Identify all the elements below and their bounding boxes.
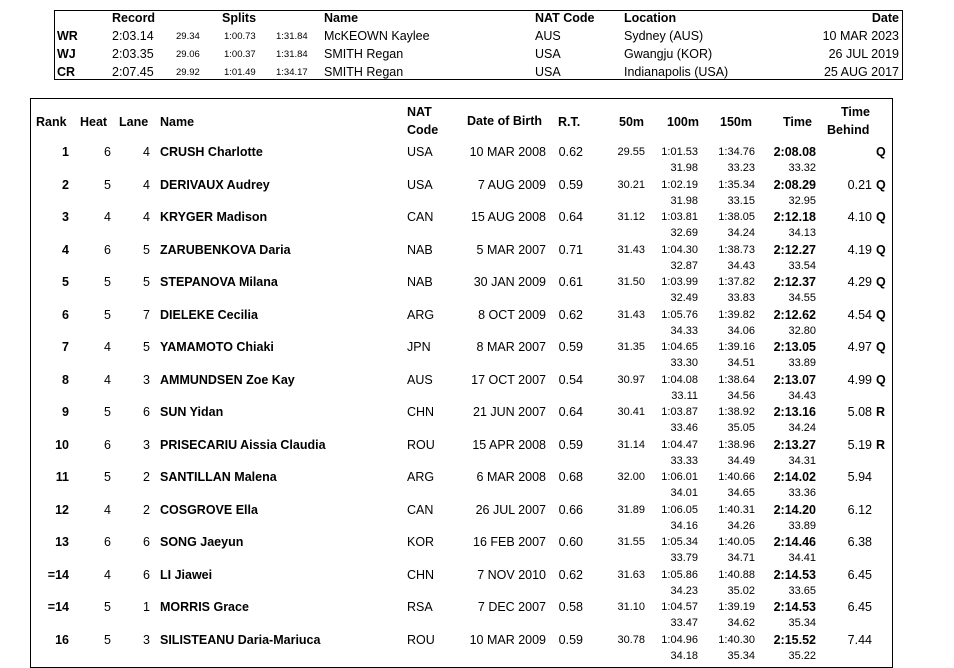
- lap-150m: 33.23: [727, 162, 755, 174]
- lap-100m: 33.33: [670, 454, 698, 467]
- split-50m: 31.43: [617, 243, 645, 256]
- record-split-50: 29.92: [176, 67, 200, 78]
- heat: 4: [104, 502, 111, 517]
- qualification-mark: R: [876, 405, 886, 419]
- record-name: SMITH Regan: [324, 47, 404, 61]
- lap-200m: 33.36: [788, 487, 816, 499]
- lap-150m: 34.65: [727, 487, 755, 499]
- header-heat: Heat: [80, 115, 108, 129]
- rank: 7: [62, 340, 69, 354]
- record-time: 2:03.35: [112, 47, 154, 61]
- split-100m-cumulative: 1:04.57: [661, 601, 698, 613]
- date-of-birth: 21 JUN 2007: [473, 405, 546, 419]
- lane: 5: [143, 340, 150, 354]
- record-location: Indianapolis (USA): [624, 65, 729, 79]
- lap-100m: 32.69: [670, 227, 698, 239]
- rank: 1: [62, 145, 69, 159]
- heat: 4: [104, 340, 111, 354]
- date-of-birth: 16 FEB 2007: [473, 535, 546, 549]
- record-date: 10 MAR 2023: [822, 29, 899, 43]
- split-100m-cumulative: 1:02.19: [661, 178, 698, 191]
- lap-200m: 35.34: [788, 617, 816, 629]
- split-100m-cumulative: 1:03.81: [661, 211, 698, 223]
- records-header-date: Date: [871, 11, 899, 25]
- time-behind: 7.44: [847, 632, 872, 647]
- swimmer-name: DERIVAUX Audrey: [160, 177, 270, 192]
- lane: 4: [143, 177, 150, 192]
- rank: 8: [62, 372, 69, 387]
- rank: =14: [47, 600, 69, 614]
- date-of-birth: 10 MAR 2009: [469, 632, 546, 647]
- split-100m-cumulative: 1:04.08: [661, 373, 698, 386]
- record-split-50: 29.34: [176, 31, 200, 42]
- nat-code: RSA: [407, 600, 433, 614]
- split-50m: 31.43: [617, 308, 645, 321]
- swimmer-name: SUN Yidan: [160, 405, 224, 419]
- rank: 3: [62, 210, 69, 224]
- lane: 3: [143, 632, 150, 647]
- split-150m-cumulative: 1:38.96: [718, 438, 755, 451]
- lap-100m: 33.30: [670, 357, 698, 369]
- rank: 12: [55, 502, 69, 517]
- lap-100m: 34.16: [670, 519, 698, 532]
- reaction-time: 0.59: [558, 437, 583, 452]
- rank: 9: [62, 405, 69, 419]
- split-50m: 31.63: [617, 568, 645, 581]
- lane: 7: [143, 307, 150, 322]
- split-50m: 30.97: [617, 373, 645, 386]
- heat: 5: [104, 632, 111, 647]
- record-split-150: 1:31.84: [276, 49, 308, 60]
- record-code: WR: [57, 29, 78, 43]
- qualification-mark: Q: [876, 145, 886, 159]
- lap-200m: 34.55: [788, 292, 816, 304]
- time-behind: 5.94: [847, 470, 872, 484]
- date-of-birth: 15 AUG 2008: [470, 210, 546, 224]
- split-50m: 30.21: [617, 178, 645, 191]
- time-behind: 5.19: [847, 437, 872, 452]
- lap-200m: 34.31: [788, 454, 816, 467]
- date-of-birth: 6 MAR 2008: [476, 470, 546, 484]
- records-header-location: Location: [624, 11, 677, 25]
- date-of-birth: 15 APR 2008: [472, 437, 546, 452]
- split-150m-cumulative: 1:35.34: [718, 178, 755, 191]
- lap-150m: 35.05: [727, 422, 755, 434]
- lane: 2: [143, 502, 150, 517]
- nat-code: USA: [407, 145, 433, 159]
- record-name: McKEOWN Kaylee: [324, 29, 430, 43]
- lane: 5: [143, 242, 150, 257]
- record-split-150: 1:34.17: [276, 67, 308, 78]
- date-of-birth: 10 MAR 2008: [469, 145, 546, 159]
- date-of-birth: 8 MAR 2007: [476, 340, 546, 354]
- split-50m: 31.10: [617, 601, 645, 613]
- split-150m-cumulative: 1:40.05: [718, 536, 755, 548]
- reaction-time: 0.66: [558, 502, 583, 517]
- record-nat: USA: [535, 47, 561, 61]
- nat-code: KOR: [407, 535, 435, 549]
- heat: 5: [104, 307, 111, 322]
- lane: 3: [143, 437, 150, 452]
- qualification-mark: R: [876, 437, 886, 452]
- final-time: 2:12.27: [773, 242, 816, 257]
- final-time: 2:12.18: [773, 210, 816, 224]
- record-split-50: 29.06: [176, 49, 200, 60]
- lane: 5: [143, 275, 150, 289]
- split-50m: 31.89: [617, 503, 645, 516]
- lap-100m: 31.98: [670, 162, 698, 174]
- record-time: 2:03.14: [112, 29, 154, 43]
- records-header-name: Name: [324, 11, 359, 25]
- split-100m-cumulative: 1:04.65: [661, 341, 698, 353]
- nat-code: AUS: [407, 372, 433, 387]
- lap-200m: 33.32: [788, 162, 816, 174]
- nat-code: CHN: [407, 405, 435, 419]
- split-100m-cumulative: 1:06.01: [661, 471, 698, 483]
- time-behind: 4.10: [847, 210, 872, 224]
- split-100m-cumulative: 1:05.76: [661, 308, 698, 321]
- split-100m-cumulative: 1:01.53: [661, 146, 698, 158]
- date-of-birth: 7 AUG 2009: [477, 177, 546, 192]
- split-50m: 32.00: [617, 471, 645, 483]
- split-150m-cumulative: 1:39.82: [718, 308, 755, 321]
- qualification-mark: Q: [876, 307, 886, 322]
- final-time: 2:14.20: [773, 502, 816, 517]
- split-150m-cumulative: 1:39.16: [718, 341, 755, 353]
- nat-code: CHN: [407, 567, 435, 582]
- header-150m: 150m: [720, 115, 752, 129]
- heat: 4: [104, 210, 111, 224]
- reaction-time: 0.59: [558, 632, 583, 647]
- lap-150m: 34.24: [727, 227, 755, 239]
- time-behind: 6.45: [847, 567, 872, 582]
- record-date: 25 AUG 2017: [823, 65, 899, 79]
- lane: 6: [143, 405, 150, 419]
- nat-code: CAN: [407, 210, 434, 224]
- heat: 6: [104, 437, 111, 452]
- nat-code: NAB: [407, 242, 433, 257]
- reaction-time: 0.68: [558, 470, 583, 484]
- record-nat: AUS: [535, 29, 561, 43]
- header-rt: R.T.: [558, 115, 581, 129]
- final-time: 2:14.02: [773, 470, 816, 484]
- record-split-100: 1:00.37: [224, 49, 256, 60]
- lap-200m: 33.89: [788, 357, 816, 369]
- lane: 3: [143, 372, 150, 387]
- final-time: 2:13.07: [773, 372, 816, 387]
- heat: 5: [104, 405, 111, 419]
- final-time: 2:13.16: [773, 405, 816, 419]
- split-150m-cumulative: 1:40.31: [718, 503, 755, 516]
- final-time: 2:14.46: [773, 535, 816, 549]
- reaction-time: 0.62: [558, 567, 583, 582]
- header-50m: 50m: [619, 115, 645, 129]
- reaction-time: 0.58: [558, 600, 583, 614]
- lap-100m: 32.49: [670, 292, 698, 304]
- header-time: Time: [783, 115, 812, 129]
- swimmer-name: YAMAMOTO Chiaki: [160, 340, 274, 354]
- reaction-time: 0.62: [558, 145, 583, 159]
- rank: =14: [47, 567, 69, 582]
- heat: 4: [104, 372, 111, 387]
- rank: 11: [55, 470, 69, 484]
- lap-100m: 33.79: [670, 552, 698, 564]
- qualification-mark: Q: [876, 242, 886, 257]
- lap-150m: 34.26: [727, 519, 755, 532]
- split-150m-cumulative: 1:38.64: [718, 373, 755, 386]
- lap-200m: 32.95: [788, 194, 816, 207]
- split-100m-cumulative: 1:04.96: [661, 633, 698, 646]
- lap-200m: 34.13: [788, 227, 816, 239]
- lap-100m: 34.01: [670, 487, 698, 499]
- lap-100m: 33.46: [670, 422, 698, 434]
- lap-150m: 35.34: [727, 649, 755, 662]
- split-50m: 29.55: [617, 146, 645, 158]
- final-time: 2:13.05: [773, 340, 816, 354]
- reaction-time: 0.61: [558, 275, 583, 289]
- lap-200m: 35.22: [788, 649, 816, 662]
- split-50m: 31.50: [617, 276, 645, 288]
- swimmer-name: PRISECARIU Aissia Claudia: [160, 437, 326, 452]
- split-50m: 30.78: [617, 633, 645, 646]
- split-150m-cumulative: 1:40.30: [718, 633, 755, 646]
- split-50m: 31.12: [617, 211, 645, 223]
- lap-200m: 32.80: [788, 324, 816, 337]
- split-100m-cumulative: 1:04.47: [661, 438, 698, 451]
- swimmer-name: SANTILLAN Malena: [160, 470, 277, 484]
- time-behind: 4.54: [847, 307, 872, 322]
- final-time: 2:08.08: [773, 145, 816, 159]
- final-time: 2:13.27: [773, 437, 816, 452]
- split-50m: 31.14: [617, 438, 645, 451]
- split-100m-cumulative: 1:05.86: [661, 568, 698, 581]
- date-of-birth: 17 OCT 2007: [471, 372, 546, 387]
- record-code: WJ: [57, 47, 76, 61]
- date-of-birth: 30 JAN 2009: [473, 275, 546, 289]
- reaction-time: 0.59: [558, 340, 583, 354]
- split-150m-cumulative: 1:40.88: [718, 568, 755, 581]
- qualification-mark: Q: [876, 210, 886, 224]
- nat-code: USA: [407, 177, 433, 192]
- final-time: 2:12.37: [773, 275, 816, 289]
- header-name: Name: [160, 115, 195, 129]
- swimmer-name: LI Jiawei: [160, 567, 213, 582]
- split-150m-cumulative: 1:40.66: [718, 471, 755, 483]
- record-split-100: 1:01.49: [224, 67, 256, 78]
- lap-100m: 34.18: [670, 649, 698, 662]
- time-behind: 6.45: [847, 600, 872, 614]
- qualification-mark: Q: [876, 340, 886, 354]
- nat-code: ROU: [407, 632, 435, 647]
- header-time-behind-2: Behind: [827, 123, 870, 137]
- record-nat: USA: [535, 65, 561, 79]
- rank: 16: [55, 632, 69, 647]
- heat: 5: [104, 275, 111, 289]
- record-code: CR: [57, 65, 76, 79]
- lap-150m: 34.06: [727, 324, 755, 337]
- qualification-mark: Q: [876, 275, 886, 289]
- rank: 4: [62, 242, 69, 257]
- header-lane: Lane: [119, 115, 149, 129]
- record-name: SMITH Regan: [324, 65, 404, 79]
- swimmer-name: COSGROVE Ella: [160, 502, 258, 517]
- nat-code: ROU: [407, 437, 435, 452]
- swimmer-name: SONG Jaeyun: [160, 535, 244, 549]
- swimmer-name: MORRIS Grace: [160, 600, 249, 614]
- lane: 1: [143, 600, 150, 614]
- rank: 5: [62, 275, 69, 289]
- heat: 6: [104, 535, 111, 549]
- split-50m: 30.41: [617, 406, 645, 418]
- records-header-record: Record: [112, 11, 156, 25]
- lap-100m: 33.47: [670, 617, 698, 629]
- record-date: 26 JUL 2019: [828, 47, 899, 61]
- swimmer-name: CRUSH Charlotte: [160, 145, 263, 159]
- record-time: 2:07.45: [112, 65, 154, 79]
- time-behind: 6.12: [847, 502, 872, 517]
- heat: 5: [104, 177, 111, 192]
- lap-200m: 34.43: [788, 389, 816, 402]
- nat-code: ARG: [407, 470, 435, 484]
- lap-200m: 34.41: [788, 552, 816, 564]
- reaction-time: 0.71: [558, 242, 583, 257]
- records-header-nat: NAT Code: [535, 11, 595, 25]
- lap-150m: 34.62: [727, 617, 755, 629]
- swimmer-name: DIELEKE Cecilia: [160, 307, 258, 322]
- split-100m-cumulative: 1:04.30: [661, 243, 698, 256]
- header-nat: NAT: [407, 105, 432, 119]
- nat-code: JPN: [407, 340, 431, 354]
- header-100m: 100m: [667, 115, 699, 129]
- time-behind: 4.19: [847, 242, 872, 257]
- reaction-time: 0.60: [558, 535, 583, 549]
- final-time: 2:12.62: [773, 307, 816, 322]
- final-time: 2:14.53: [773, 600, 816, 614]
- record-location: Gwangju (KOR): [624, 47, 713, 61]
- split-150m-cumulative: 1:38.05: [718, 211, 755, 223]
- nat-code: NAB: [407, 275, 433, 289]
- split-100m-cumulative: 1:05.34: [661, 536, 698, 548]
- split-150m-cumulative: 1:34.76: [718, 146, 755, 158]
- time-behind: 0.21: [847, 177, 872, 192]
- date-of-birth: 7 NOV 2010: [477, 567, 546, 582]
- lap-150m: 33.15: [727, 194, 755, 207]
- final-time: 2:08.29: [773, 177, 816, 192]
- records-header-splits: Splits: [222, 11, 257, 25]
- lap-200m: 33.54: [788, 259, 816, 272]
- date-of-birth: 5 MAR 2007: [476, 242, 546, 257]
- lane: 4: [143, 210, 150, 224]
- records-table: [54, 10, 903, 80]
- lap-100m: 34.33: [670, 324, 698, 337]
- nat-code: ARG: [407, 307, 435, 322]
- lap-150m: 34.49: [727, 454, 755, 467]
- record-split-150: 1:31.84: [276, 31, 308, 42]
- header-dob: Date of Birth: [467, 114, 542, 128]
- rank: 13: [55, 535, 69, 549]
- time-behind: 4.29: [847, 275, 872, 289]
- record-location: Sydney (AUS): [624, 29, 704, 43]
- lap-150m: 34.51: [727, 357, 755, 369]
- split-50m: 31.55: [617, 536, 645, 548]
- reaction-time: 0.59: [558, 177, 583, 192]
- split-150m-cumulative: 1:38.92: [718, 406, 755, 418]
- lane: 2: [143, 470, 150, 484]
- lane: 4: [143, 145, 150, 159]
- lap-200m: 33.65: [788, 584, 816, 597]
- heat: 6: [104, 242, 111, 257]
- lap-150m: 33.83: [727, 292, 755, 304]
- heat: 4: [104, 567, 111, 582]
- heat: 6: [104, 145, 111, 159]
- lap-150m: 35.02: [727, 584, 755, 597]
- lap-150m: 34.71: [727, 552, 755, 564]
- lap-100m: 31.98: [670, 194, 698, 207]
- lap-200m: 33.89: [788, 519, 816, 532]
- time-behind: 5.08: [847, 405, 872, 419]
- reaction-time: 0.64: [558, 405, 583, 419]
- reaction-time: 0.54: [558, 372, 583, 387]
- results-table: [30, 98, 893, 664]
- lane: 6: [143, 567, 150, 582]
- reaction-time: 0.62: [558, 307, 583, 322]
- split-100m-cumulative: 1:06.05: [661, 503, 698, 516]
- split-50m: 31.35: [617, 341, 645, 353]
- header-code: Code: [407, 123, 439, 137]
- split-100m-cumulative: 1:03.99: [661, 276, 698, 288]
- nat-code: CAN: [407, 502, 434, 517]
- final-time: 2:15.52: [773, 632, 816, 647]
- time-behind: 4.99: [847, 372, 872, 387]
- final-time: 2:14.53: [773, 567, 816, 582]
- date-of-birth: 26 JUL 2007: [475, 502, 546, 517]
- qualification-mark: Q: [876, 372, 886, 387]
- date-of-birth: 7 DEC 2007: [477, 600, 546, 614]
- rank: 6: [62, 307, 69, 322]
- split-150m-cumulative: 1:39.19: [718, 601, 755, 613]
- swimmer-name: KRYGER Madison: [160, 210, 268, 224]
- time-behind: 6.38: [847, 535, 872, 549]
- rank: 2: [62, 177, 69, 192]
- qualification-mark: Q: [876, 177, 886, 192]
- split-100m-cumulative: 1:03.87: [661, 406, 698, 418]
- split-150m-cumulative: 1:37.82: [718, 276, 755, 288]
- time-behind: 4.97: [847, 340, 872, 354]
- record-split-100: 1:00.73: [224, 31, 256, 42]
- swimmer-name: STEPANOVA Milana: [160, 275, 278, 289]
- lap-100m: 33.11: [671, 389, 698, 402]
- lap-200m: 34.24: [788, 422, 816, 434]
- lap-150m: 34.43: [727, 259, 755, 272]
- rank: 10: [55, 437, 69, 452]
- header-rank: Rank: [36, 115, 67, 129]
- lane: 6: [143, 535, 150, 549]
- date-of-birth: 8 OCT 2009: [478, 307, 546, 322]
- swimmer-name: SILISTEANU Daria-Mariuca: [160, 632, 321, 647]
- lap-100m: 34.23: [670, 584, 698, 597]
- lap-150m: 34.56: [727, 389, 755, 402]
- lap-100m: 32.87: [670, 259, 698, 272]
- heat: 5: [104, 600, 111, 614]
- swimmer-name: AMMUNDSEN Zoe Kay: [160, 372, 295, 387]
- split-150m-cumulative: 1:38.73: [718, 243, 755, 256]
- reaction-time: 0.64: [558, 210, 583, 224]
- header-time-behind-1: Time: [841, 105, 870, 119]
- heat: 5: [104, 470, 111, 484]
- swimmer-name: ZARUBENKOVA Daria: [160, 242, 291, 257]
